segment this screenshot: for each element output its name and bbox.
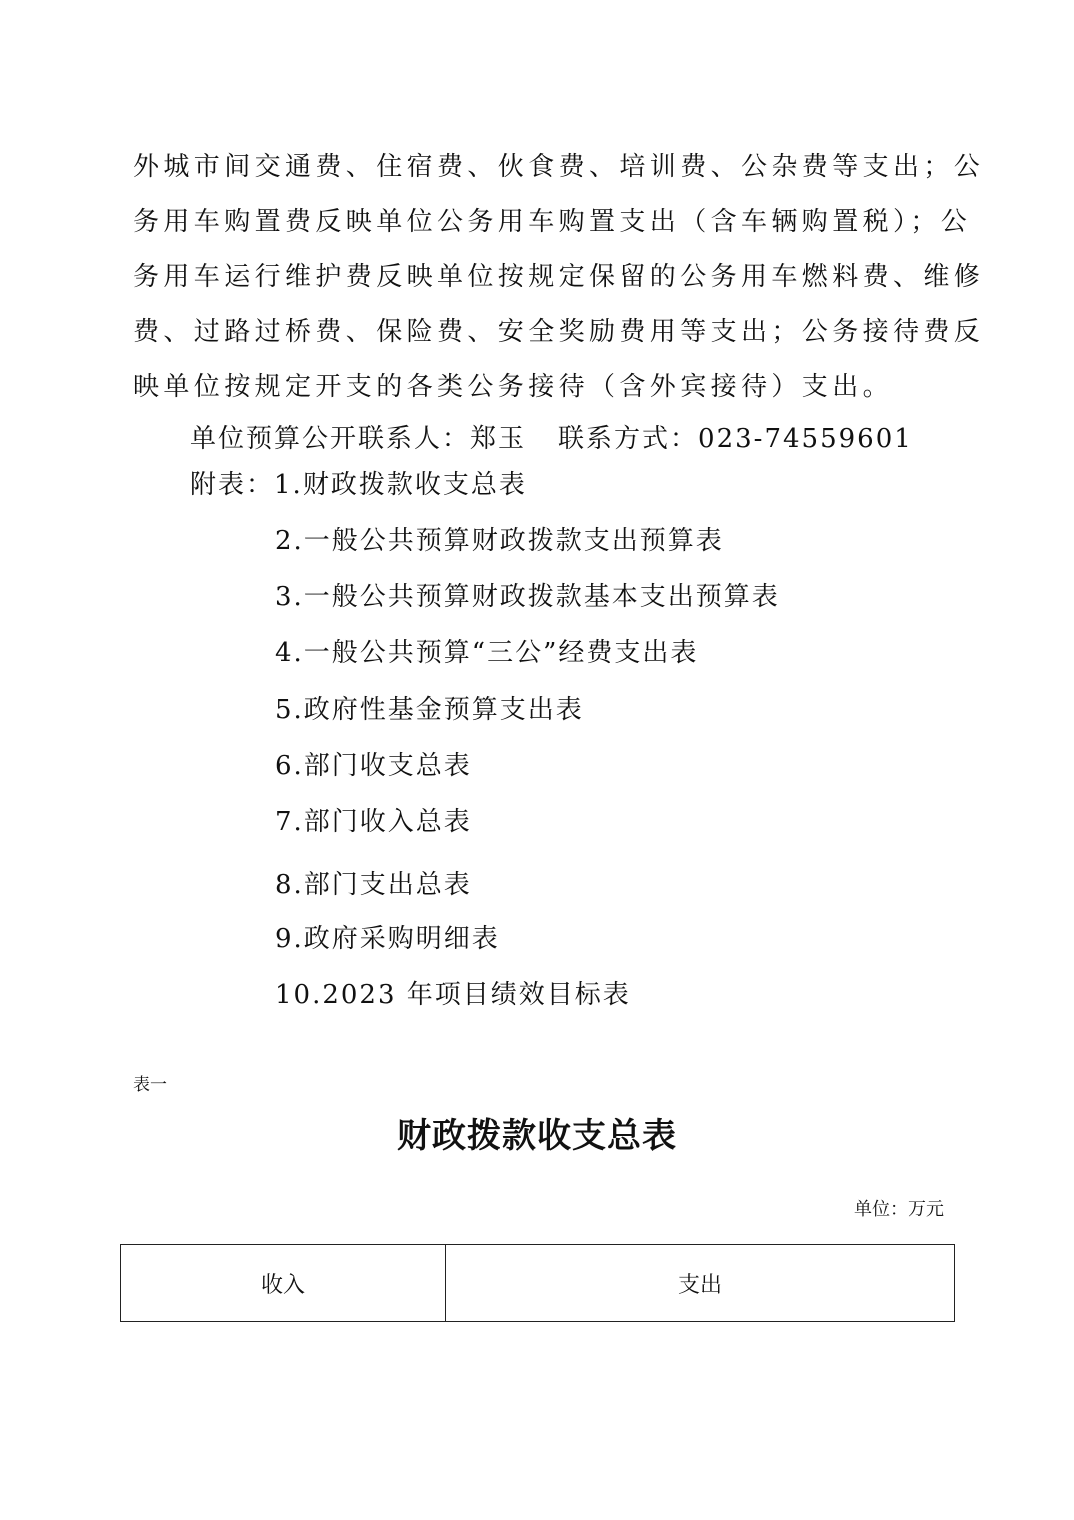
attachments-label: 附表： <box>190 470 275 500</box>
body-paragraph-line-4: 费、过路过桥费、保险费、安全奖励费用等支出；公务接待费反 <box>133 317 985 347</box>
contact-line <box>190 418 913 455</box>
table-tag: 表一 <box>133 1075 167 1095</box>
attachment-item-10: 10.2023 年项目绩效目标表 <box>275 980 631 1010</box>
attachment-item-9: 9.政府采购明细表 <box>275 924 500 954</box>
attachment-item-8: 8.部门支出总表 <box>275 870 472 900</box>
body-paragraph-line-2: 务用车购置费反映单位公务用车购置支出（含车辆购置税）；公 <box>133 207 972 237</box>
attachments-heading <box>190 464 527 501</box>
attachment-item-3: 3.一般公共预算财政拨款基本支出预算表 <box>275 582 780 612</box>
attachment-item-1: 1.财政拨款收支总表 <box>274 470 527 500</box>
header-income: 收入 <box>121 1245 446 1322</box>
table-title: 财政拨款收支总表 <box>397 1116 677 1156</box>
contact-person: 郑玉 <box>470 424 527 454</box>
attachment-item-7: 7.部门收入总表 <box>275 807 472 837</box>
attachment-item-4: 4.一般公共预算“三公”经费支出表 <box>275 638 699 668</box>
table-header-row <box>121 1245 955 1322</box>
header-expenditure: 支出 <box>446 1245 955 1322</box>
attachment-item-6: 6.部门收支总表 <box>275 751 472 781</box>
contact-method-label: 联系方式： <box>558 424 699 454</box>
contact-person-label: 单位预算公开联系人： <box>190 424 471 454</box>
finance-summary-table <box>120 1244 955 1322</box>
body-paragraph-line-5: 映单位按规定开支的各类公务接待（含外宾接待）支出。 <box>133 372 894 402</box>
contact-phone: 023-74559601 <box>698 424 913 454</box>
attachment-item-5: 5.政府性基金预算支出表 <box>275 695 584 725</box>
body-paragraph-line-1: 外城市间交通费、住宿费、伙食费、培训费、公杂费等支出；公 <box>133 152 985 182</box>
attachment-item-2: 2.一般公共预算财政拨款支出预算表 <box>275 526 724 556</box>
body-paragraph-line-3: 务用车运行维护费反映单位按规定保留的公务用车燃料费、维修 <box>133 262 985 292</box>
table-unit: 单位：万元 <box>854 1199 944 1220</box>
